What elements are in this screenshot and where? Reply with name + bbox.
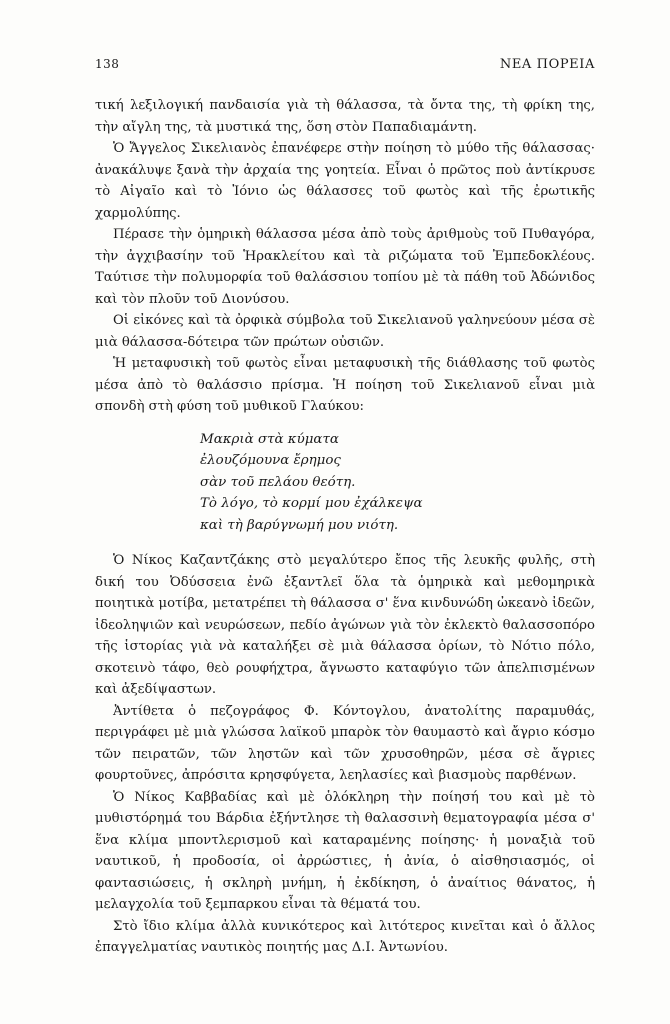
poem-quote <box>200 429 595 537</box>
paragraph-continuation: τική λεξιλογική πανδαισία γιὰ τὴ θάλασσα, τὰ ὄντα της, τὴ φρίκη της, τὴν αἴγλη της, τὰ μυστικά της, ὅση στὸν Παπαδιαμάντη. <box>95 98 595 135</box>
paragraph-kontoglou: Ἀντίθετα ὁ πεζογράφος Φ. Κόντογλου, ἀνατολίτης παραμυθάς, περιγράφει μὲ μιὰ γλώσσα λαϊκοῦ μπαρὸκ τὸν θαυμαστὸ καὶ ἄγριο κόσμο τῶν πειρατῶν, τῶν ληστῶν καὶ τῶν χρυσοθηρῶν, μέσα σὲ ἄγριες φουρτοῦνες, ἀπρόσιτα κρησφύγετα, λεηλασίες καὶ βιασμοὺς παρθένων. <box>95 703 595 783</box>
poem-verse: καὶ τὴ βαρύγνωμή μου νιότη. <box>200 517 399 533</box>
running-title: ΝΕΑ ΠΟΡΕΙΑ <box>499 57 595 72</box>
page-header <box>95 57 595 75</box>
page-number: 138 <box>95 57 120 71</box>
poem-verse: σὰν τοῦ πελάου θεότη. <box>200 474 356 490</box>
paragraph-antoniou: Στὸ ἴδιο κλίμα ἀλλὰ κυνικότερος καὶ λιτότερος κινεῖται καὶ ὁ ἄλλος ἐπαγγελματίας ναυτικὸς ποιητής μας Δ.Ι. Ἀντωνίου. <box>95 918 595 955</box>
poem-verse: ἐλουζόμουνα ἔρημος <box>200 453 341 468</box>
poem-verse: Μακριὰ στὰ κύματα <box>200 431 339 447</box>
poem-verse: Τὸ λόγο, τὸ κορμί μου ἐχάλκεψα <box>200 496 423 511</box>
paragraph-homeric-sea: Πέρασε τὴν ὁμηρικὴ θάλασσα μέσα ἀπὸ τοὺς ἀριθμοὺς τοῦ Πυθαγόρα, τὴν ἀγχιβασίην τοῦ Ἡρακλείτου καὶ τὰ ριζώματα τοῦ Ἐμπεδοκλέους. Ταύτισε τὴν πολυμορφία τοῦ θαλάσσιου τοπίου μὲ τὰ πάθη τοῦ Ἀδώνιδος καὶ τὸν πλοῦν τοῦ Διονύσου. <box>95 227 595 307</box>
paragraph-kazantzakis: Ὁ Νίκος Καζαντζάκης στὸ μεγαλύτερο ἔπος τῆς λευκῆς φυλῆς, στὴ δική του Ὀδύσσεια ἐνῶ ἐξαντλεῖ ὅλα τὰ ὁμηρικὰ καὶ μεθομηρικὰ ποιητικὰ μοτίβα, μετατρέπει τὴ θάλασσα σ' ἕνα κινδυνώδη ὠκεανὸ ἰδεῶν, ἰδεοληψιῶν καὶ νευρώσεων, πεδίο ἀγώνων γιὰ τὸν ἐκλεκτὸ θαλασσοπόρο τῆς ἱστορίας γιὰ νὰ καταλήξει σὲ μιὰ θάλασσα ὁρίων, τὸ Νότιο πόλο, σκοτεινὸ τάφο, θεὸ ρουφήχτρα, ἄγνωστο καταφύγιο τῶν ἀπελπισμένων καὶ ἀξεδίψαστων. <box>95 553 595 697</box>
body-text <box>95 95 595 959</box>
paragraph-orphic-symbols: Οἱ εἰκόνες καὶ τὰ ὀρφικὰ σύμβολα τοῦ Σικελιανοῦ γαληνεύουν μέσα σὲ μιὰ θάλασσα-δότειρα τῶν πρώτων οὐσιῶν. <box>95 313 595 350</box>
paragraph-sikelianos-intro: Ὁ Ἄγγελος Σικελιανὸς ἐπανέφερε στὴν ποίηση τὸ μύθο τῆς θάλασσας· ἀνακάλυψε ξανὰ τὴν ἀρχαία της γοητεία. Εἶναι ὁ πρῶτος ποὺ ἀντίκρυσε τὸ Αἰγαῖο καὶ τὸ Ἰόνιο ὡς θάλασσες τοῦ φωτὸς καὶ τῆς ἐρωτικῆς χαρμολύπης. <box>95 141 595 221</box>
paragraph-metaphysics-light: Ἡ μεταφυσικὴ τοῦ φωτὸς εἶναι μεταφυσικὴ τῆς διάθλασης τοῦ φωτὸς μέσα ἀπὸ τὸ θαλάσσιο πρίσμα. Ἡ ποίηση τοῦ Σικελιανοῦ εἶναι μιὰ σπονδὴ στὴ φύση τοῦ μυθικοῦ Γλαύκου: <box>95 356 595 414</box>
paragraph-kavvadias: Ὁ Νίκος Καββαδίας καὶ μὲ ὁλόκληρη τὴν ποίησή του καὶ μὲ τὸ μυθιστόρημά του Βάρδια ἐξήντλησε τὴ θαλασσινὴ θεματογραφία μέσα σ' ἕνα κλίμα μποντλερισμοῦ καὶ καταραμένης ποίησης· ἡ μοναξιὰ τοῦ ναυτικοῦ, ἡ προδοσία, οἱ ἀρρώστιες, ἡ ἀνία, ὁ αἰσθησιασμός, οἱ φαντασιώσεις, ἡ σκληρὴ μνήμη, ἡ ἐκδίκηση, ὁ ἀναίτιος θάνατος, ἡ μελαγχολία τοῦ ξεμπαρκου εἶναι τὰ θέματά του. <box>95 789 595 912</box>
